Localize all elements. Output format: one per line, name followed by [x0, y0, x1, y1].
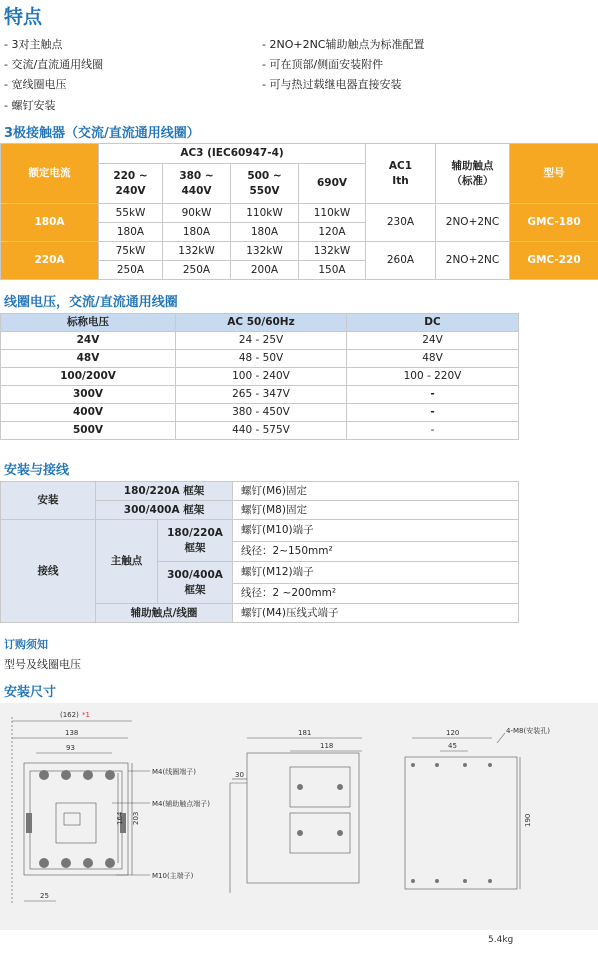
- kw-cell: 132kW: [163, 242, 231, 261]
- dc-cell: -: [347, 404, 519, 422]
- feature-item: - 螺钉安装: [4, 99, 56, 112]
- dim-203: 203: [132, 811, 140, 825]
- nominal-cell: 300V: [1, 386, 176, 404]
- aux-label: 辅助触点/线圈: [96, 604, 233, 623]
- contactor-title: 3极接触器（交流/直流通用线圈）: [4, 126, 200, 141]
- wiring-label: 接线: [1, 520, 96, 623]
- dim-93: 93: [66, 744, 75, 752]
- dimension-drawing: [0, 703, 598, 930]
- main-contact-label: 主触点: [96, 520, 158, 604]
- aux-cell: 2NO+2NC: [436, 242, 510, 280]
- dims-title: 安装尺寸: [4, 685, 57, 700]
- kw-cell: 110kW: [231, 204, 299, 223]
- dim-164: 164: [116, 811, 124, 825]
- install-table: [0, 481, 519, 623]
- dc-cell: 48V: [347, 350, 519, 368]
- ac1-cell: 230A: [366, 204, 436, 242]
- ac-cell: 380 - 450V: [176, 404, 347, 422]
- rated-current-cell: 180A: [1, 204, 99, 242]
- amp-cell: 250A: [163, 261, 231, 280]
- header-model: 型号: [510, 144, 598, 204]
- feature-item: - 交流/直流通用线圈: [4, 58, 104, 71]
- feature-item: - 2NO+2NC辅助触点为标准配置: [262, 38, 425, 51]
- dim-181: 181: [298, 729, 312, 737]
- feature-item: - 3对主触点: [4, 38, 63, 51]
- dim-162: (162): [60, 711, 79, 719]
- amp-cell: 150A: [299, 261, 366, 280]
- amp-cell: 200A: [231, 261, 299, 280]
- amp-cell: 180A: [163, 223, 231, 242]
- mount-label: 安装: [1, 482, 96, 520]
- dim-190: 190: [524, 813, 532, 827]
- nominal-cell: 48V: [1, 350, 176, 368]
- ac-cell: 100 - 240V: [176, 368, 347, 386]
- ac-cell: 440 - 575V: [176, 422, 347, 440]
- frame-300-label: 300/400A 框架: [96, 501, 233, 520]
- dim-25: 25: [40, 892, 49, 900]
- header-ac: AC 50/60Hz: [176, 314, 347, 332]
- dc-cell: -: [347, 422, 519, 440]
- model-cell: GMC-180: [510, 204, 598, 242]
- label-m4-aux: M4(辅助触点端子): [152, 800, 210, 808]
- dim-45: 45: [448, 742, 457, 750]
- header-dc: DC: [347, 314, 519, 332]
- header-v4: 690V: [299, 164, 366, 204]
- install-title: 安装与接线: [4, 463, 70, 478]
- header-aux: 辅助触点 （标准）: [436, 144, 510, 204]
- frame-180-label: 180/220A 框架: [96, 482, 233, 501]
- wiring-frame-300: 300/400A 框架: [158, 562, 233, 604]
- header-ac3: AC3 (IEC60947-4): [99, 144, 366, 164]
- feature-item: - 宽线圈电压: [4, 78, 67, 91]
- dim-138: 138: [65, 729, 79, 737]
- frame-300-value: 螺钉(M8)固定: [233, 501, 519, 520]
- wiring-frame-180: 180/220A 框架: [158, 520, 233, 562]
- aux-value: 螺钉(M4)压线式端子: [233, 604, 519, 623]
- weight-label: 5.4kg: [488, 935, 514, 945]
- ac-cell: 24 - 25V: [176, 332, 347, 350]
- kw-cell: 75kW: [99, 242, 163, 261]
- nominal-cell: 24V: [1, 332, 176, 350]
- features-title: 特点: [4, 6, 43, 28]
- nominal-cell: 100/200V: [1, 368, 176, 386]
- amp-cell: 180A: [231, 223, 299, 242]
- dim-30: 30: [235, 771, 244, 779]
- coil-title: 线圈电压，交流/直流通用线圈: [4, 295, 178, 310]
- order-text: 型号及线圈电压: [4, 658, 81, 671]
- feature-item: - 可在顶部/侧面安装附件: [262, 58, 384, 71]
- header-v3: 500 ~ 550V: [231, 164, 299, 204]
- kw-cell: 132kW: [231, 242, 299, 261]
- kw-cell: 90kW: [163, 204, 231, 223]
- amp-cell: 180A: [99, 223, 163, 242]
- frame-180-value: 螺钉(M6)固定: [233, 482, 519, 501]
- ac1-cell: 260A: [366, 242, 436, 280]
- amp-cell: 120A: [299, 223, 366, 242]
- header-nominal: 标称电压: [1, 314, 176, 332]
- kw-cell: 132kW: [299, 242, 366, 261]
- kw-cell: 55kW: [99, 204, 163, 223]
- label-holes: 4-M8(安装孔): [506, 727, 550, 735]
- contactor-table: [0, 143, 598, 280]
- dim-note-mark: *1: [82, 711, 90, 719]
- amp-cell: 250A: [99, 261, 163, 280]
- rated-current-cell: 220A: [1, 242, 99, 280]
- label-m4-coil: M4(线圈端子): [152, 768, 196, 776]
- dc-cell: 100 - 220V: [347, 368, 519, 386]
- feature-item: - 可与热过载继电器直接安装: [262, 78, 402, 91]
- header-rated-current: 额定电流: [1, 144, 99, 204]
- wiring-180-gauge: 线径：2~150mm²: [233, 542, 519, 562]
- dc-cell: 24V: [347, 332, 519, 350]
- nominal-cell: 400V: [1, 404, 176, 422]
- kw-cell: 110kW: [299, 204, 366, 223]
- aux-cell: 2NO+2NC: [436, 204, 510, 242]
- model-cell: GMC-220: [510, 242, 598, 280]
- header-v1: 220 ~ 240V: [99, 164, 163, 204]
- header-v2: 380 ~ 440V: [163, 164, 231, 204]
- coil-table: [0, 313, 519, 440]
- dim-118: 118: [320, 742, 334, 750]
- dc-cell: -: [347, 386, 519, 404]
- order-title: 订购须知: [4, 638, 48, 651]
- ac-cell: 265 - 347V: [176, 386, 347, 404]
- wiring-300-terminal: 螺钉(M12)端子: [233, 562, 519, 584]
- header-ac1: AC1 Ith: [366, 144, 436, 204]
- ac-cell: 48 - 50V: [176, 350, 347, 368]
- wiring-300-gauge: 线径：2 ~200mm²: [233, 584, 519, 604]
- wiring-180-terminal: 螺钉(M10)端子: [233, 520, 519, 542]
- label-m10: M10(主端子): [152, 872, 194, 880]
- nominal-cell: 500V: [1, 422, 176, 440]
- dim-120: 120: [446, 729, 460, 737]
